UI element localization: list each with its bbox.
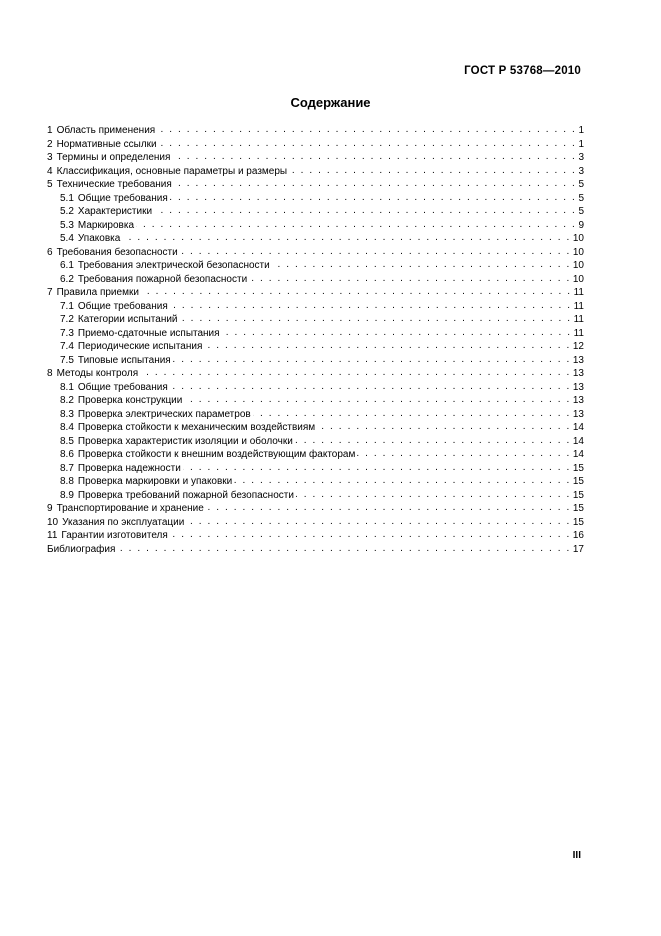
dot-leader	[170, 299, 572, 313]
toc-entry-number: 7.1	[60, 300, 74, 312]
toc-entry[interactable]	[47, 246, 584, 260]
dot-leader	[117, 542, 570, 556]
toc-entry[interactable]	[47, 259, 584, 273]
toc-entry-page: 5	[578, 179, 584, 190]
toc-entry-number: 5	[47, 179, 53, 190]
toc-entry-page: 10	[572, 233, 584, 244]
toc-entry-label: Типовые испытания	[77, 354, 171, 366]
toc-entry-page: 10	[572, 260, 584, 271]
toc-entry-label: Общие требования	[77, 381, 168, 393]
toc-entry-page: 12	[572, 341, 584, 352]
toc-entry-page: 17	[572, 543, 584, 555]
dot-leader	[154, 204, 576, 218]
toc-entry-label: Общие требования	[77, 192, 168, 204]
toc-entry[interactable]	[47, 475, 584, 489]
dot-leader	[136, 218, 576, 232]
toc-entry[interactable]	[47, 354, 584, 368]
dot-leader	[170, 528, 571, 542]
toc-entry-page: 13	[572, 408, 584, 420]
page-title: Содержание	[290, 95, 371, 110]
toc-entry[interactable]	[47, 408, 584, 422]
dot-leader	[170, 191, 577, 205]
toc-entry-label: Транспортирование и хранение	[56, 503, 204, 514]
dot-leader	[141, 285, 572, 299]
toc-entry[interactable]	[47, 502, 584, 516]
dot-leader	[170, 380, 571, 394]
toc-entry-label: Проверка стойкости к внешним воздействующим факторам	[77, 449, 356, 460]
dot-leader	[222, 326, 572, 340]
toc-entry-number: 6	[47, 246, 53, 258]
toc-entry-page: 11	[573, 314, 584, 325]
toc-entry-number: 11	[47, 530, 58, 541]
toc-entry-label: Общие требования	[77, 300, 168, 312]
toc-entry-label: Маркировка	[77, 219, 135, 231]
toc-entry[interactable]	[47, 421, 584, 435]
dot-leader	[357, 447, 571, 461]
toc-entry[interactable]	[47, 165, 584, 179]
dot-leader	[157, 123, 576, 137]
toc-entry[interactable]	[47, 529, 584, 543]
toc-entry[interactable]	[47, 178, 584, 192]
dot-leader	[180, 312, 572, 326]
dot-leader	[295, 434, 571, 448]
toc-entry-label: Правила приемки	[56, 287, 139, 298]
toc-entry-number: 8.9	[60, 489, 74, 501]
toc-entry[interactable]	[47, 151, 584, 165]
toc-entry-page: 15	[572, 503, 584, 514]
toc-entry-label: Характеристики	[77, 206, 153, 217]
toc-entry-page: 14	[572, 435, 584, 447]
toc-entry-number: 4	[47, 165, 53, 177]
toc-entry-number: 8.3	[60, 408, 74, 420]
toc-entry-number: 8.8	[60, 476, 74, 487]
toc-entry[interactable]	[47, 219, 584, 233]
toc-entry-page: 11	[573, 327, 584, 339]
toc-entry-number: 5.4	[60, 233, 74, 244]
toc-entry-label: Проверка надежности	[77, 462, 181, 474]
toc-entry-number: 5.2	[60, 206, 74, 217]
toc-entry-number: 8.5	[60, 435, 74, 447]
dot-leader	[174, 177, 577, 191]
dot-leader	[272, 258, 571, 272]
toc-entry-page: 1	[578, 138, 584, 150]
dot-leader	[184, 393, 571, 407]
toc-entry-number: 6.2	[60, 273, 74, 285]
toc-entry[interactable]	[47, 327, 584, 341]
toc-entry-label: Классификация, основные параметры и размеры	[56, 165, 288, 177]
toc-entry-number: 7.2	[60, 314, 74, 325]
toc-entry-page: 5	[578, 206, 584, 217]
toc-entry[interactable]	[47, 448, 584, 462]
toc-entry-page: 9	[578, 219, 584, 231]
toc-entry-label: Термины и определения	[56, 152, 171, 163]
toc-entry-number: 5.1	[60, 192, 74, 204]
toc-entry[interactable]	[47, 367, 584, 381]
toc-entry-page: 14	[572, 422, 584, 433]
toc-entry-page: 3	[578, 152, 584, 163]
dot-leader	[289, 164, 576, 178]
toc-entry-label: Требования пожарной безопасности	[77, 273, 248, 285]
toc-entry-page: 16	[572, 530, 584, 541]
toc-entry-page: 13	[572, 368, 584, 379]
toc-entry[interactable]	[47, 192, 584, 206]
page-number: III	[572, 850, 581, 861]
toc-entry[interactable]	[47, 232, 584, 246]
toc-entry-label: Требования безопасности	[56, 246, 178, 258]
toc-entry-page: 15	[572, 476, 584, 487]
toc-entry-number: 8	[47, 368, 53, 379]
toc-entry-page: 13	[572, 395, 584, 406]
toc-entry[interactable]	[47, 340, 584, 354]
dot-leader	[317, 420, 571, 434]
dot-leader	[183, 461, 571, 475]
toc-entry-label: Указания по эксплуатации	[62, 516, 185, 528]
toc-entry-number: 7	[47, 287, 53, 298]
table-of-contents	[47, 124, 584, 556]
dot-leader	[249, 272, 571, 286]
toc-entry-page: 5	[578, 192, 584, 204]
toc-entry-page: 13	[572, 354, 584, 366]
toc-entry-label: Нормативные ссылки	[56, 138, 157, 150]
toc-entry[interactable]	[47, 205, 584, 219]
toc-entry-number: 5.3	[60, 219, 74, 231]
toc-entry-page: 15	[572, 516, 584, 528]
toc-entry-number: 7.4	[60, 341, 74, 352]
toc-entry[interactable]	[47, 273, 584, 287]
toc-entry-bibliography[interactable]	[47, 543, 584, 557]
toc-entry-label: Проверка конструкции	[77, 395, 183, 406]
toc-entry-number: 8.4	[60, 422, 74, 433]
toc-entry[interactable]	[47, 313, 584, 327]
toc-entry[interactable]	[47, 286, 584, 300]
toc-entry-page: 1	[578, 125, 584, 136]
toc-entry[interactable]	[47, 394, 584, 408]
toc-entry-page: 14	[572, 449, 584, 460]
toc-entry-label: Библиография	[47, 543, 116, 555]
toc-entry-label: Проверка стойкости к механическим воздействиям	[77, 422, 316, 433]
toc-entry-page: 11	[573, 287, 584, 298]
toc-entry-label: Проверка маркировки и упаковки	[77, 476, 233, 487]
toc-entry-page: 15	[572, 489, 584, 501]
toc-entry-page: 10	[572, 246, 584, 258]
toc-entry-label: Проверка электрических параметров	[77, 408, 251, 420]
toc-entry[interactable]	[47, 516, 584, 530]
toc-entry-number: 10	[47, 516, 59, 528]
dot-leader	[140, 366, 571, 380]
toc-entry-label: Методы контроля	[56, 368, 139, 379]
toc-entry-label: Технические требования	[56, 179, 172, 190]
toc-entry-label: Периодические испытания	[77, 341, 203, 352]
toc-entry-label: Проверка характеристик изоляции и оболочки	[77, 435, 293, 447]
toc-entry-page: 10	[572, 273, 584, 285]
toc-entry[interactable]	[47, 435, 584, 449]
toc-entry-page: 3	[578, 165, 584, 177]
toc-entry[interactable]	[47, 489, 584, 503]
dot-leader	[206, 501, 571, 515]
toc-entry[interactable]	[47, 124, 584, 138]
toc-entry-label: Приемо-сдаточные испытания	[77, 327, 220, 339]
toc-entry-label: Гарантии изготовителя	[61, 530, 168, 541]
toc-entry-number: 7.5	[60, 354, 74, 366]
dot-leader	[234, 474, 571, 488]
toc-entry-number: 3	[47, 152, 53, 163]
dot-leader	[122, 231, 571, 245]
toc-entry-label: Область применения	[56, 125, 156, 136]
dot-leader	[159, 137, 577, 151]
toc-entry-number: 7.3	[60, 327, 74, 339]
dot-leader	[296, 488, 571, 502]
toc-entry-page: 13	[572, 381, 584, 393]
toc-entry[interactable]	[47, 462, 584, 476]
toc-entry[interactable]	[47, 381, 584, 395]
dot-leader	[204, 339, 570, 353]
dot-leader	[173, 353, 571, 367]
toc-entry-label: Упаковка	[77, 233, 121, 244]
toc-entry-label: Требования электрической безопасности	[77, 260, 270, 271]
toc-entry[interactable]	[47, 138, 584, 152]
toc-entry-number: 8.1	[60, 381, 74, 393]
toc-entry-number: 2	[47, 138, 53, 150]
toc-entry-number: 1	[47, 125, 53, 136]
toc-entry-page: 15	[572, 462, 584, 474]
toc-entry-number: 9	[47, 503, 53, 514]
dot-leader	[186, 515, 571, 529]
toc-entry-number: 8.7	[60, 462, 74, 474]
toc-entry-page: 11	[573, 300, 584, 312]
toc-entry-number: 8.2	[60, 395, 74, 406]
toc-entry-label: Категории испытаний	[77, 314, 178, 325]
toc-entry-label: Проверка требований пожарной безопасности	[77, 489, 294, 501]
toc-entry[interactable]	[47, 300, 584, 314]
toc-entry-number: 6.1	[60, 260, 74, 271]
dot-leader	[253, 407, 571, 421]
document-code: ГОСТ Р 53768—2010	[464, 65, 581, 77]
toc-entry-number: 8.6	[60, 449, 74, 460]
dot-leader	[180, 245, 571, 259]
dot-leader	[172, 150, 576, 164]
